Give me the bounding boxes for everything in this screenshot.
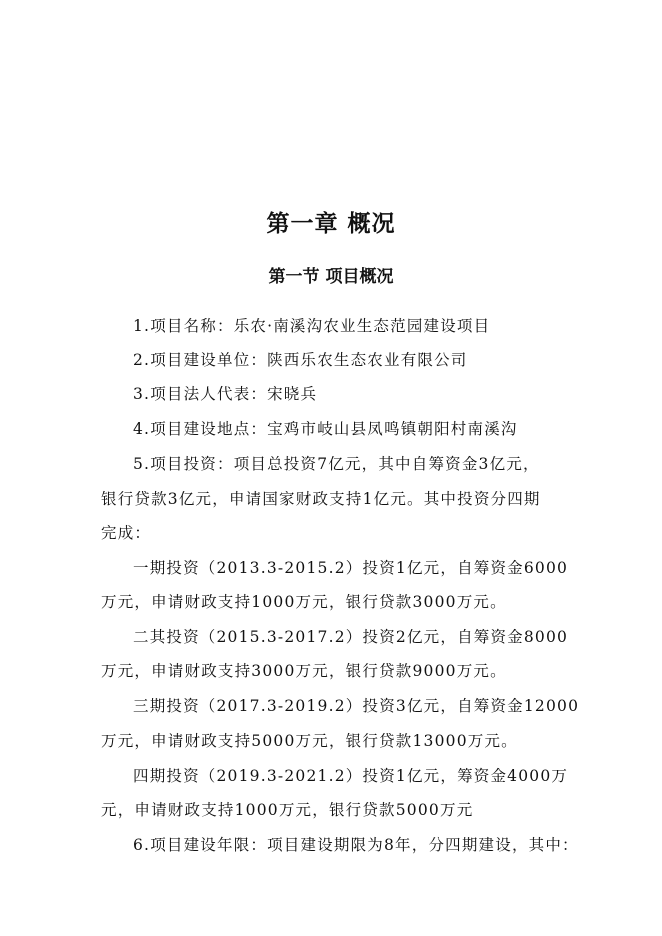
item-investment-cont: 银行贷款3亿元，申请国家财政支持1亿元。其中投资分四期	[101, 490, 541, 508]
phase-1: 一期投资（2013.3-2015.2）投资1亿元，自筹资金6000	[133, 559, 569, 577]
item-construction-site: 4.项目建设地点：宝鸡市岐山县凤鸣镇朝阳村南溪沟	[133, 420, 518, 438]
item-legal-representative: 3.项目法人代表：宋晓兵	[133, 385, 318, 403]
phase-2-cont: 万元，申请财政支持3000万元，银行贷款9000万元。	[101, 662, 507, 680]
item-investment-cont: 完成：	[101, 524, 152, 542]
section-title: 第一节 项目概况	[268, 267, 394, 287]
item-construction-period: 6.项目建设年限：项目建设期限为8年，分四期建设，其中：	[133, 836, 579, 854]
item-investment: 5.项目投资：项目总投资7亿元，其中自筹资金3亿元，	[133, 455, 540, 473]
phase-3: 三期投资（2017.3-2019.2）投资3亿元，自筹资金12000	[133, 697, 580, 715]
phase-1-cont: 万元，申请财政支持1000万元，银行贷款3000万元。	[101, 593, 507, 611]
chapter-title: 第一章 概况	[266, 210, 396, 237]
phase-4-cont: 元，申请财政支持1000万元，银行贷款5000万元	[101, 801, 474, 819]
item-project-name: 1.项目名称：乐农·南溪沟农业生态范园建设项目	[133, 317, 491, 335]
phase-2: 二其投资（2015.3-2017.2）投资2亿元，自筹资金8000	[133, 628, 569, 646]
phase-4: 四期投资（2019.3-2021.2）投资1亿元，筹资金4000万	[133, 767, 569, 785]
phase-3-cont: 万元，申请财政支持5000万元，银行贷款13000万元。	[101, 732, 518, 750]
item-construction-unit: 2.项目建设单位：陕西乐农生态农业有限公司	[133, 351, 468, 369]
